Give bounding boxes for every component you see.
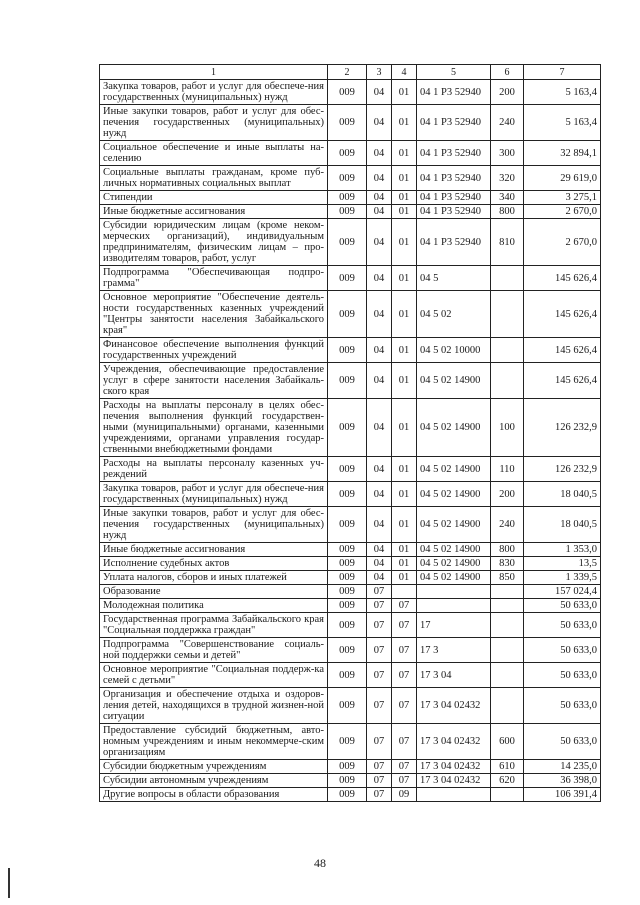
table-row (100, 191, 601, 205)
row-amount: 32 894,1 (524, 141, 601, 166)
row-subsection: 07 (392, 663, 417, 688)
row-subsection: 01 (392, 507, 417, 543)
table-row (100, 338, 601, 363)
table-row (100, 788, 601, 802)
row-subsection: 07 (392, 774, 417, 788)
row-expense-type: 300 (491, 141, 524, 166)
row-name: Субсидии автономным учреждениям (100, 774, 328, 788)
row-target-article: 04 1 Р3 52940 (417, 141, 491, 166)
table-row (100, 557, 601, 571)
row-name: Расходы на выплаты персоналу казенных уч-реждений (100, 457, 328, 482)
row-name: Субсидии бюджетным учреждениям (100, 760, 328, 774)
header-col-3: 3 (367, 65, 392, 80)
row-ministry-code: 009 (328, 724, 367, 760)
row-target-article: 17 (417, 613, 491, 638)
row-name: Социальные выплаты гражданам, кроме пуб-личных нормативных социальных выплат (100, 166, 328, 191)
row-subsection: 07 (392, 688, 417, 724)
row-name: Организация и обеспечение отдыха и оздоров-ления детей, находящихся в трудной жизнен-ной ситуации (100, 688, 328, 724)
row-expense-type (491, 663, 524, 688)
row-amount: 106 391,4 (524, 788, 601, 802)
row-amount: 157 024,4 (524, 585, 601, 599)
row-section: 04 (367, 507, 392, 543)
row-expense-type (491, 613, 524, 638)
row-section: 04 (367, 141, 392, 166)
row-amount: 50 633,0 (524, 688, 601, 724)
row-target-article: 17 3 04 (417, 663, 491, 688)
row-subsection: 01 (392, 557, 417, 571)
row-name: Основное мероприятие "Обеспечение деятель-ности государственных казенных учреждений "Центры занятости населения Забайкальского края" (100, 291, 328, 338)
row-section: 04 (367, 191, 392, 205)
row-name: Подпрограмма "Совершенствование социаль-ной поддержки семьи и детей" (100, 638, 328, 663)
row-amount: 1 353,0 (524, 543, 601, 557)
row-ministry-code: 009 (328, 543, 367, 557)
row-section: 04 (367, 399, 392, 457)
row-expense-type (491, 291, 524, 338)
header-col-2: 2 (328, 65, 367, 80)
header-col-5: 5 (417, 65, 491, 80)
row-ministry-code: 009 (328, 291, 367, 338)
row-name: Учреждения, обеспечивающие предоставление услуг в сфере занятости населения Забайкаль-ского края (100, 363, 328, 399)
header-col-1: 1 (100, 65, 328, 80)
row-name: Финансовое обеспечение выполнения функций государственных учреждений (100, 338, 328, 363)
row-ministry-code: 009 (328, 774, 367, 788)
table-body (100, 80, 601, 802)
row-subsection: 07 (392, 724, 417, 760)
table-row (100, 205, 601, 219)
row-subsection: 07 (392, 638, 417, 663)
row-ministry-code: 009 (328, 663, 367, 688)
row-ministry-code: 009 (328, 399, 367, 457)
row-subsection: 07 (392, 760, 417, 774)
row-target-article: 04 5 02 14900 (417, 557, 491, 571)
row-name: Молодежная политика (100, 599, 328, 613)
row-target-article: 04 5 02 14900 (417, 543, 491, 557)
table-row (100, 266, 601, 291)
row-amount: 145 626,4 (524, 291, 601, 338)
row-expense-type: 240 (491, 105, 524, 141)
row-section: 04 (367, 105, 392, 141)
row-amount: 50 633,0 (524, 663, 601, 688)
table-row (100, 166, 601, 191)
row-target-article: 04 1 Р3 52940 (417, 219, 491, 266)
row-ministry-code: 009 (328, 141, 367, 166)
table-row (100, 141, 601, 166)
row-ministry-code: 009 (328, 457, 367, 482)
row-subsection: 01 (392, 205, 417, 219)
row-section: 07 (367, 760, 392, 774)
row-name: Социальное обеспечение и иные выплаты на-селению (100, 141, 328, 166)
row-target-article: 17 3 04 02432 (417, 760, 491, 774)
row-ministry-code: 009 (328, 219, 367, 266)
row-section: 04 (367, 166, 392, 191)
row-expense-type: 830 (491, 557, 524, 571)
table-row (100, 219, 601, 266)
table-row (100, 613, 601, 638)
row-name: Основное мероприятие "Социальная поддерж-ка семей с детьми" (100, 663, 328, 688)
row-expense-type (491, 788, 524, 802)
table-row (100, 80, 601, 105)
row-name: Иные бюджетные ассигнования (100, 543, 328, 557)
row-name: Уплата налогов, сборов и иных платежей (100, 571, 328, 585)
row-target-article: 04 5 02 14900 (417, 363, 491, 399)
row-amount: 145 626,4 (524, 363, 601, 399)
row-name: Государственная программа Забайкальского края "Социальная поддержка граждан" (100, 613, 328, 638)
row-section: 07 (367, 585, 392, 599)
row-expense-type: 620 (491, 774, 524, 788)
row-amount: 2 670,0 (524, 205, 601, 219)
margin-mark (8, 868, 10, 898)
row-ministry-code: 009 (328, 585, 367, 599)
table-row (100, 105, 601, 141)
row-subsection: 01 (392, 482, 417, 507)
row-expense-type: 200 (491, 482, 524, 507)
header-row (100, 65, 601, 80)
table-row (100, 482, 601, 507)
page-number: 48 (314, 856, 326, 870)
row-name: Подпрограмма "Обеспечивающая подпро-грамма" (100, 266, 328, 291)
row-amount: 5 163,4 (524, 80, 601, 105)
row-subsection: 09 (392, 788, 417, 802)
row-section: 04 (367, 543, 392, 557)
row-ministry-code: 009 (328, 688, 367, 724)
row-expense-type (491, 638, 524, 663)
table-row (100, 457, 601, 482)
row-expense-type (491, 688, 524, 724)
row-expense-type: 100 (491, 399, 524, 457)
row-section: 07 (367, 774, 392, 788)
row-amount: 50 633,0 (524, 613, 601, 638)
row-amount: 145 626,4 (524, 338, 601, 363)
table-row (100, 507, 601, 543)
row-target-article: 17 3 04 02432 (417, 774, 491, 788)
row-expense-type: 800 (491, 543, 524, 557)
row-amount: 50 633,0 (524, 599, 601, 613)
row-subsection (392, 585, 417, 599)
table-row (100, 663, 601, 688)
table-row (100, 399, 601, 457)
row-name: Другие вопросы в области образования (100, 788, 328, 802)
row-subsection: 01 (392, 571, 417, 585)
row-target-article: 04 1 Р3 52940 (417, 205, 491, 219)
table-row (100, 599, 601, 613)
row-ministry-code: 009 (328, 613, 367, 638)
row-ministry-code: 009 (328, 80, 367, 105)
row-section: 04 (367, 266, 392, 291)
row-section: 04 (367, 482, 392, 507)
row-ministry-code: 009 (328, 205, 367, 219)
header-col-4: 4 (392, 65, 417, 80)
row-target-article: 04 5 02 (417, 291, 491, 338)
row-amount: 29 619,0 (524, 166, 601, 191)
row-amount: 18 040,5 (524, 482, 601, 507)
row-subsection: 01 (392, 291, 417, 338)
row-subsection: 01 (392, 399, 417, 457)
table-row (100, 760, 601, 774)
row-section: 04 (367, 557, 392, 571)
header-col-6: 6 (491, 65, 524, 80)
row-amount: 13,5 (524, 557, 601, 571)
row-name: Предоставление субсидий бюджетным, авто-номным учреждениям и иным некоммерче-ским организациям (100, 724, 328, 760)
row-target-article: 04 1 Р3 52940 (417, 105, 491, 141)
row-section: 07 (367, 663, 392, 688)
row-ministry-code: 009 (328, 557, 367, 571)
row-expense-type: 610 (491, 760, 524, 774)
row-section: 04 (367, 571, 392, 585)
row-ministry-code: 009 (328, 266, 367, 291)
row-ministry-code: 009 (328, 571, 367, 585)
row-amount: 50 633,0 (524, 724, 601, 760)
row-subsection: 01 (392, 105, 417, 141)
row-expense-type (491, 338, 524, 363)
row-ministry-code: 009 (328, 166, 367, 191)
row-section: 04 (367, 338, 392, 363)
row-target-article: 04 5 02 14900 (417, 457, 491, 482)
row-section: 07 (367, 599, 392, 613)
row-subsection: 01 (392, 363, 417, 399)
row-subsection: 07 (392, 599, 417, 613)
table-row (100, 363, 601, 399)
row-ministry-code: 009 (328, 760, 367, 774)
row-ministry-code: 009 (328, 363, 367, 399)
row-expense-type (491, 266, 524, 291)
row-name: Иные бюджетные ассигнования (100, 205, 328, 219)
row-amount: 50 633,0 (524, 638, 601, 663)
row-subsection: 01 (392, 80, 417, 105)
row-amount: 126 232,9 (524, 457, 601, 482)
row-subsection: 01 (392, 166, 417, 191)
row-section: 04 (367, 205, 392, 219)
row-target-article: 04 5 02 14900 (417, 399, 491, 457)
row-target-article: 17 3 04 02432 (417, 724, 491, 760)
row-name: Иные закупки товаров, работ и услуг для обес-печения государственных (муниципальных) нужд (100, 507, 328, 543)
table-row (100, 571, 601, 585)
row-ministry-code: 009 (328, 599, 367, 613)
row-subsection: 01 (392, 543, 417, 557)
row-section: 04 (367, 80, 392, 105)
row-subsection: 07 (392, 613, 417, 638)
row-subsection: 01 (392, 338, 417, 363)
row-name: Исполнение судебных актов (100, 557, 328, 571)
row-target-article: 04 5 02 14900 (417, 507, 491, 543)
row-ministry-code: 009 (328, 191, 367, 205)
row-amount: 145 626,4 (524, 266, 601, 291)
row-expense-type: 800 (491, 205, 524, 219)
table-row (100, 774, 601, 788)
row-expense-type: 810 (491, 219, 524, 266)
row-target-article (417, 788, 491, 802)
row-expense-type: 320 (491, 166, 524, 191)
row-section: 07 (367, 724, 392, 760)
row-section: 04 (367, 219, 392, 266)
table-row (100, 291, 601, 338)
row-section: 07 (367, 638, 392, 663)
row-amount: 3 275,1 (524, 191, 601, 205)
row-amount: 2 670,0 (524, 219, 601, 266)
row-target-article: 04 1 Р3 52940 (417, 80, 491, 105)
row-expense-type: 600 (491, 724, 524, 760)
row-name: Образование (100, 585, 328, 599)
row-ministry-code: 009 (328, 638, 367, 663)
row-name: Стипендии (100, 191, 328, 205)
row-target-article: 04 5 02 10000 (417, 338, 491, 363)
row-ministry-code: 009 (328, 482, 367, 507)
row-name: Расходы на выплаты персоналу в целях обес-печения выполнения функций государствен-ными (муниципальными) органами, казенными учреждениями, органами управления государ-ственными внебюджетными фондами (100, 399, 328, 457)
row-name: Закупка товаров, работ и услуг для обеспече-ния государственных (муниципальных) нужд (100, 80, 328, 105)
row-section: 07 (367, 613, 392, 638)
row-amount: 36 398,0 (524, 774, 601, 788)
row-target-article: 17 3 (417, 638, 491, 663)
row-ministry-code: 009 (328, 338, 367, 363)
table-row (100, 585, 601, 599)
row-expense-type: 110 (491, 457, 524, 482)
row-name: Субсидии юридическим лицам (кроме неком-мерческих организаций), индивидуальным предпринимателям, физическим лицам – про-изводителям товаров, работ, услуг (100, 219, 328, 266)
row-expense-type: 340 (491, 191, 524, 205)
table-row (100, 543, 601, 557)
budget-table (99, 64, 601, 802)
row-subsection: 01 (392, 266, 417, 291)
row-section: 04 (367, 457, 392, 482)
row-target-article (417, 599, 491, 613)
row-expense-type: 850 (491, 571, 524, 585)
row-amount: 1 339,5 (524, 571, 601, 585)
row-amount: 18 040,5 (524, 507, 601, 543)
row-subsection: 01 (392, 219, 417, 266)
row-target-article (417, 585, 491, 599)
row-section: 04 (367, 291, 392, 338)
row-expense-type (491, 363, 524, 399)
row-expense-type: 240 (491, 507, 524, 543)
row-ministry-code: 009 (328, 788, 367, 802)
header-col-7: 7 (524, 65, 601, 80)
row-target-article: 04 5 02 14900 (417, 571, 491, 585)
row-subsection: 01 (392, 457, 417, 482)
row-amount: 14 235,0 (524, 760, 601, 774)
row-subsection: 01 (392, 191, 417, 205)
row-ministry-code: 009 (328, 105, 367, 141)
row-subsection: 01 (392, 141, 417, 166)
row-target-article: 17 3 04 02432 (417, 688, 491, 724)
row-target-article: 04 1 Р3 52940 (417, 191, 491, 205)
row-section: 07 (367, 788, 392, 802)
row-amount: 126 232,9 (524, 399, 601, 457)
row-target-article: 04 1 Р3 52940 (417, 166, 491, 191)
table-row (100, 688, 601, 724)
row-name: Иные закупки товаров, работ и услуг для обес-печения государственных (муниципальных) нужд (100, 105, 328, 141)
row-name: Закупка товаров, работ и услуг для обеспече-ния государственных (муниципальных) нужд (100, 482, 328, 507)
table-row (100, 638, 601, 663)
row-section: 07 (367, 688, 392, 724)
row-section: 04 (367, 363, 392, 399)
row-target-article: 04 5 02 14900 (417, 482, 491, 507)
row-ministry-code: 009 (328, 507, 367, 543)
row-target-article: 04 5 (417, 266, 491, 291)
row-expense-type (491, 599, 524, 613)
row-expense-type: 200 (491, 80, 524, 105)
row-expense-type (491, 585, 524, 599)
table-row (100, 724, 601, 760)
row-amount: 5 163,4 (524, 105, 601, 141)
